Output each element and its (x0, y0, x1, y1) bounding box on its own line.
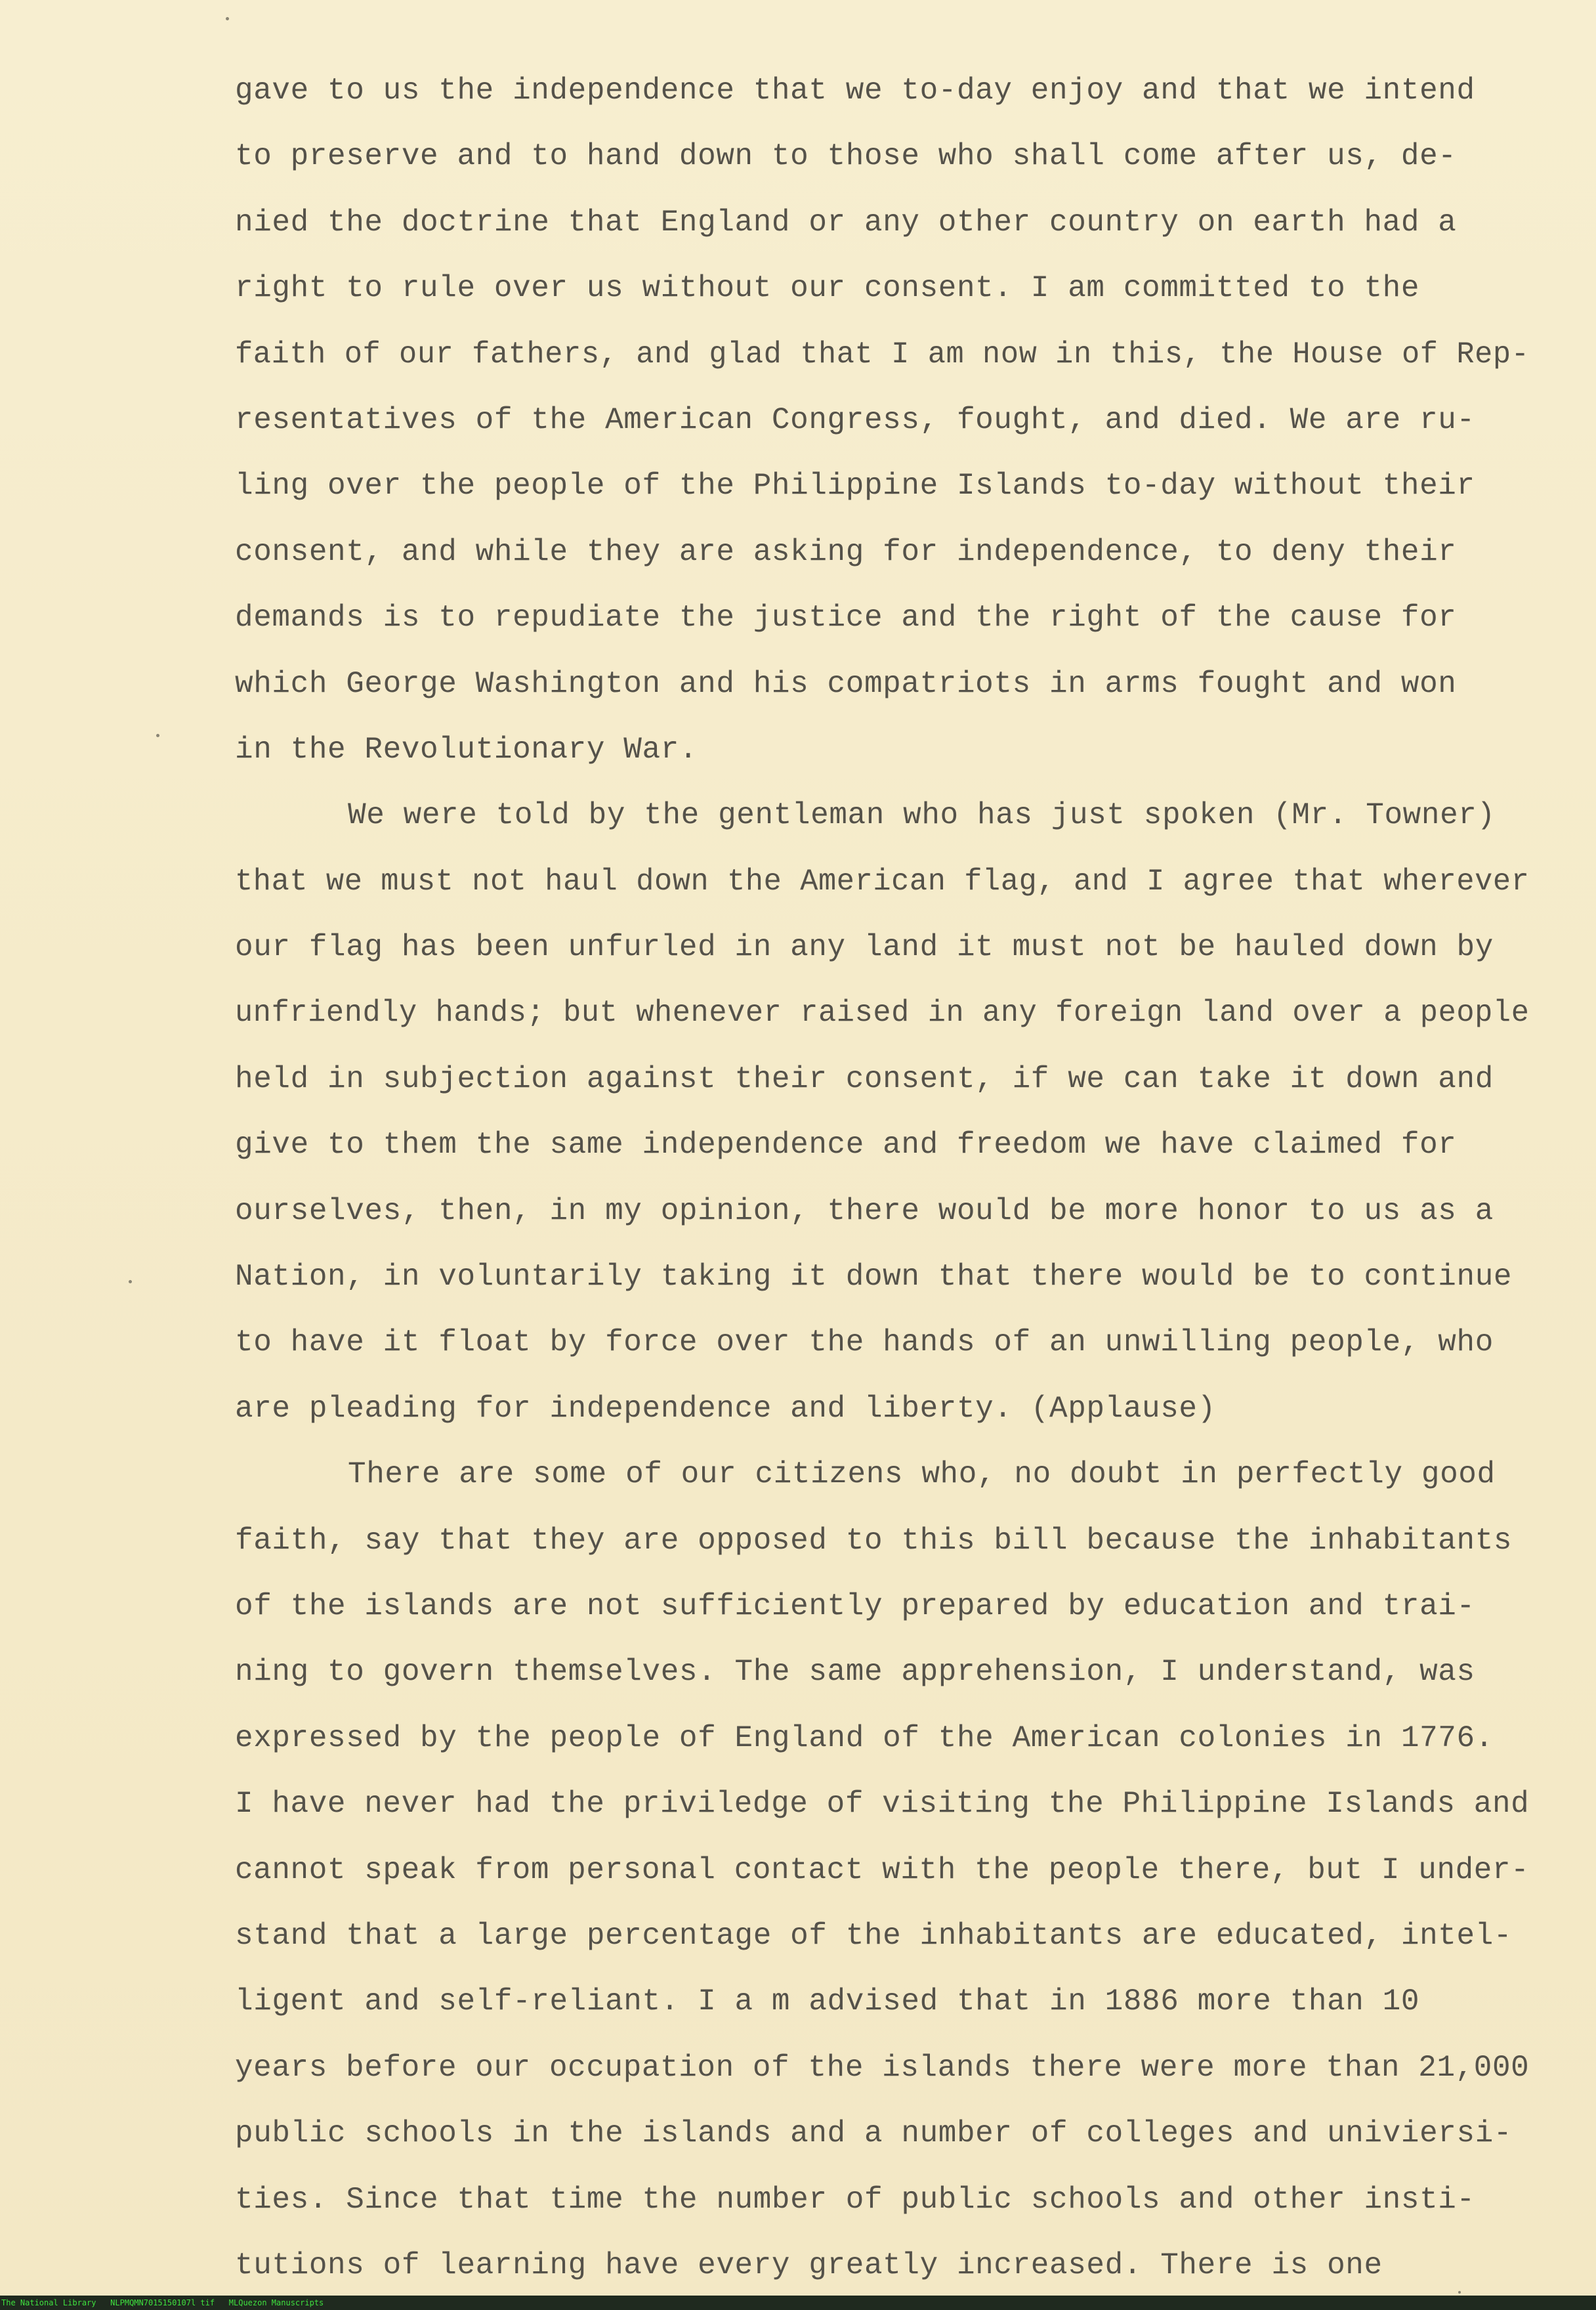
typed-page-text (235, 58, 1530, 2296)
text-line: We were told by the gentleman who has just spoken (Mr. Towner) (348, 798, 1496, 833)
paragraph-1 (235, 58, 1530, 782)
text-line: in the Revolutionary War. (235, 732, 698, 767)
text-line: ning to govern themselves. The same apprehension, I understand, was (235, 1655, 1475, 1690)
paper-speck (226, 17, 229, 20)
text-line: to preserve and to hand down to those who shall come after us, de- (235, 139, 1457, 174)
text-line: faith of our fathers, and glad that I am now in this, the House of Rep- (235, 337, 1530, 372)
text-line: ties. Since that time the number of public schools and other insti- (235, 2182, 1475, 2217)
archive-footer-bar (0, 2296, 1596, 2310)
archive-footer-text: The National Library NLPMQMN7015150107l tif MLQuezon Manuscripts (1, 2298, 324, 2307)
text-line: tutions of learning have every greatly increased. There is one (235, 2248, 1383, 2282)
text-line: right to rule over us without our consent. I am committed to the (235, 271, 1420, 306)
text-line: years before our occupation of the islands there were more than 21,000 (235, 2050, 1530, 2085)
text-line: ling over the people of the Philippine Islands to-day without their (235, 469, 1475, 503)
text-line: nied the doctrine that England or any other country on earth had a (235, 205, 1457, 240)
text-line: give to them the same independence and freedom we have claimed for (235, 1128, 1457, 1163)
text-line: There are some of our citizens who, no doubt in perfectly good (348, 1457, 1496, 1492)
text-line: demands is to repudiate the justice and the right of the cause for (235, 601, 1457, 635)
text-line: which George Washington and his compatriots in arms fought and won (235, 666, 1457, 701)
text-line: expressed by the people of England of the American colonies in 1776. (235, 1721, 1494, 1755)
text-line: Nation, in voluntarily taking it down that there would be to continue (235, 1260, 1513, 1294)
paper-speck (129, 1280, 132, 1283)
text-line: that we must not haul down the American flag, and I agree that wherever (235, 864, 1530, 899)
paragraph-3 (235, 1442, 1530, 2296)
text-line: cannot speak from personal contact with the people there, but I under- (235, 1852, 1530, 1887)
text-line: stand that a large percentage of the inhabitants are educated, intel- (235, 1918, 1513, 1953)
text-line: of the islands are not sufficiently prepared by education and trai- (235, 1589, 1475, 1623)
text-line: resentatives of the American Congress, fought, and died. We are ru- (235, 402, 1475, 437)
paper-speck (156, 734, 159, 737)
text-line: held in subjection against their consent, if we can take it down and (235, 1061, 1494, 1096)
paragraph-2 (235, 782, 1530, 1442)
text-line: ourselves, then, in my opinion, there would be more honor to us as a (235, 1193, 1494, 1228)
text-line: unfriendly hands; but whenever raised in any foreign land over a people (235, 996, 1530, 1031)
text-line: public schools in the islands and a number of colleges and univiersi- (235, 2116, 1513, 2151)
text-line: I have never had the priviledge of visiting the Philippine Islands and (235, 1787, 1530, 1822)
text-line: to have it float by force over the hands of an unwilling people, who (235, 1325, 1494, 1360)
text-line: are pleading for independence and liberty. (Applause) (235, 1391, 1216, 1426)
text-line: ligent and self-reliant. I a m advised that in 1886 more than 10 (235, 1984, 1420, 2019)
text-line: our flag has been unfurled in any land it must not be hauled down by (235, 930, 1494, 965)
text-line: gave to us the independence that we to-day enjoy and that we intend (235, 74, 1475, 108)
text-line: consent, and while they are asking for independence, to deny their (235, 534, 1457, 569)
text-line: faith, say that they are opposed to this bill because the inhabitants (235, 1523, 1513, 1558)
